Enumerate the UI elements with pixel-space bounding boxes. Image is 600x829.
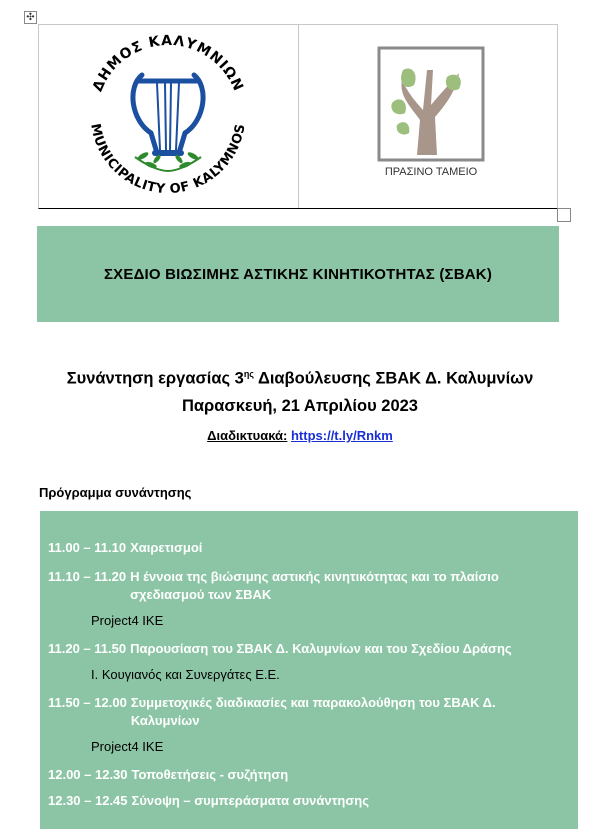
meeting-title-superscript: ης: [243, 369, 254, 379]
online-label: Διαδικτυακά:: [207, 428, 288, 443]
agenda-time: 11.50 – 12.00: [48, 695, 127, 710]
agenda-item: [48, 539, 572, 557]
meeting-title: [0, 369, 600, 389]
agenda-time: 11.20 – 11.50: [48, 641, 127, 656]
agenda-item: [48, 792, 572, 810]
agenda-topic: Χαιρετισμοί: [130, 540, 203, 555]
meeting-link[interactable]: https://t.ly/Rnkm: [290, 428, 393, 443]
agenda-topic: Παρουσίαση του ΣΒΑΚ Δ. Καλυμνίων και του Σχεδίου Δράσης: [130, 641, 512, 656]
green-fund-logo-cell: [299, 25, 558, 208]
municipality-name-english: MUNICIPALITY OF KALYMNOS: [87, 122, 249, 198]
meeting-date: Παρασκευή, 21 Απριλίου 2023: [182, 397, 418, 415]
table-move-handle-icon[interactable]: ✣: [24, 11, 37, 24]
agenda-item: [48, 694, 572, 756]
title-banner: [37, 226, 559, 322]
agenda-time: 11.00 – 11.10: [48, 540, 127, 555]
agenda-presenter: Project4 ΙΚΕ: [91, 739, 164, 754]
agenda-presenter: Ι. Κουγιανός και Συνεργάτες Ε.Ε.: [91, 667, 280, 682]
agenda-heading: Πρόγραμμα συνάντησης: [39, 485, 192, 500]
table-resize-handle[interactable]: [557, 208, 571, 222]
agenda-item: [48, 766, 572, 784]
green-fund-logo: [299, 25, 557, 207]
municipality-logo-cell: [39, 25, 299, 208]
agenda-box: [40, 511, 578, 829]
agenda-topic: Τοποθετήσεις - συζήτηση: [131, 767, 289, 782]
agenda-item: [48, 640, 572, 684]
municipality-name-greek: ΔΗΜΟΣ ΚΑΛΥΜΝΙΩΝ: [89, 32, 247, 95]
agenda-topic: Η έννοια της βιώσιμης αστικής κινητικότητας και το πλαίσιο σχεδιασμού των ΣΒΑΚ: [130, 569, 499, 602]
green-fund-caption: ΠΡΑΣΙΝΟ ΤΑΜΕΙΟ: [384, 166, 477, 178]
document-title: ΣΧΕΔΙΟ ΒΙΩΣΙΜΗΣ ΑΣΤΙΚΗΣ ΚΙΝΗΤΙΚΟΤΗΤΑΣ (ΣΒΑΚ): [103, 265, 493, 283]
municipality-of-kalymnos-logo: [39, 25, 297, 207]
online-line: [0, 428, 600, 443]
agenda-presenter: Project4 ΙΚΕ: [91, 613, 164, 628]
agenda-list: [48, 539, 572, 810]
meeting-title-prefix: Συνάντηση εργασίας 3: [66, 369, 244, 388]
meeting-title-suffix: Διαβούλευσης ΣΒΑΚ Δ. Καλυμνίων: [254, 369, 534, 388]
agenda-time: 11.10 – 11.20: [48, 569, 127, 584]
agenda-topic: Σύνοψη – συμπεράσματα συνάντησης: [131, 793, 369, 808]
agenda-time: 12.00 – 12.30: [48, 767, 128, 782]
agenda-topic: Συμμετοχικές διαδικασίες και παρακολούθηση του ΣΒΑΚ Δ. Καλυμνίων: [130, 695, 496, 728]
agenda-item: [48, 568, 572, 630]
logo-table: [38, 24, 558, 209]
agenda-time: 12.30 – 12.45: [48, 793, 128, 808]
